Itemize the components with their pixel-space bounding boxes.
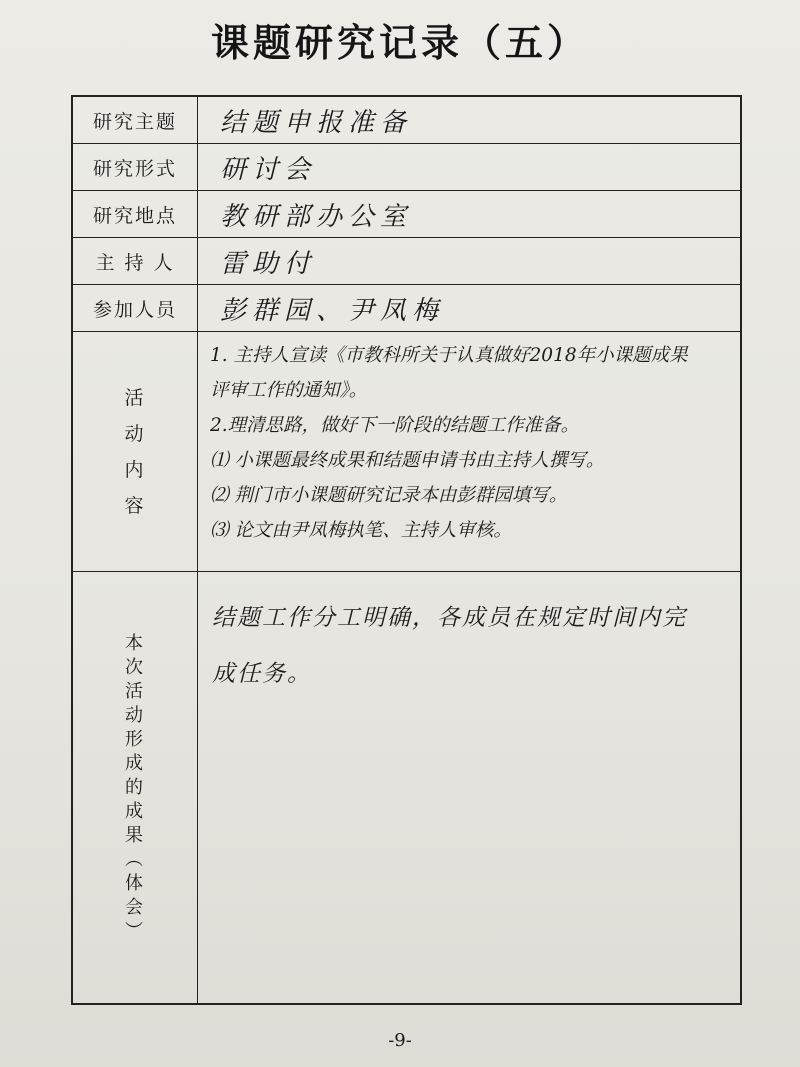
- results-line: 结题工作分工明确，各成员在规定时间内完: [212, 605, 687, 631]
- results-label-char: 成: [125, 800, 145, 822]
- activity-line: 1. 主持人宣读《市教科所关于认真做好2018年小课题成果: [210, 345, 688, 366]
- form-label: 研究形式: [72, 144, 198, 191]
- row-activity: [72, 332, 741, 572]
- results-label-char: ︶: [125, 920, 145, 942]
- record-table: [71, 95, 742, 1005]
- topic-label: 研究主题: [72, 96, 198, 144]
- results-label-char: 果: [125, 824, 145, 846]
- results-label-char: 的: [125, 776, 145, 798]
- results-label-char: ︵: [125, 848, 145, 870]
- results-content: [198, 572, 742, 1005]
- results-label-char: 动: [125, 704, 145, 726]
- location-label: 研究地点: [72, 191, 198, 238]
- host-label: 主 持 人: [72, 238, 198, 285]
- activity-line: 2.理清思路，做好下一阶段的结题工作准备。: [210, 415, 580, 436]
- results-label-char: 形: [125, 728, 145, 750]
- results-label-char: 会: [125, 896, 145, 918]
- activity-label: [72, 332, 198, 572]
- results-label-char: 体: [125, 872, 145, 894]
- host-value: 雷助付: [198, 238, 742, 285]
- form-value: 研讨会: [198, 144, 742, 191]
- activity-label-char: 容: [124, 494, 146, 517]
- participants-label: 参加人员: [72, 285, 198, 332]
- activity-content: [198, 332, 742, 572]
- results-label-char: 活: [125, 680, 145, 702]
- activity-label-char: 动: [124, 422, 146, 445]
- location-value: 教研部办公室: [198, 191, 742, 238]
- results-label-char: 本: [125, 632, 145, 654]
- results-label-char: 次: [125, 656, 145, 678]
- activity-line: 评审工作的通知》。: [210, 380, 368, 401]
- activity-label-char: 内: [124, 458, 146, 481]
- participants-value: 彭群园、尹凤梅: [198, 285, 742, 332]
- activity-line: ⑵ 荆门市小课题研究记录本由彭群园填写。: [210, 485, 568, 506]
- document-title: 课题研究记录（五）: [210, 21, 589, 65]
- row-form: [72, 144, 741, 191]
- activity-line: ⑶ 论文由尹凤梅执笔、主持人审核。: [210, 520, 512, 541]
- row-participants: [72, 285, 741, 332]
- row-results: [72, 572, 741, 1005]
- results-label: [72, 572, 198, 1005]
- row-topic: [72, 96, 741, 144]
- results-label-char: 成: [125, 752, 145, 774]
- topic-value: 结题申报准备: [198, 96, 742, 144]
- row-location: [72, 191, 741, 238]
- row-host: [72, 238, 741, 285]
- page-number: -9-: [388, 1030, 412, 1051]
- activity-label-char: 活: [124, 386, 146, 409]
- activity-line: ⑴ 小课题最终成果和结题申请书由主持人撰写。: [210, 450, 605, 471]
- results-line: 成任务。: [212, 661, 312, 687]
